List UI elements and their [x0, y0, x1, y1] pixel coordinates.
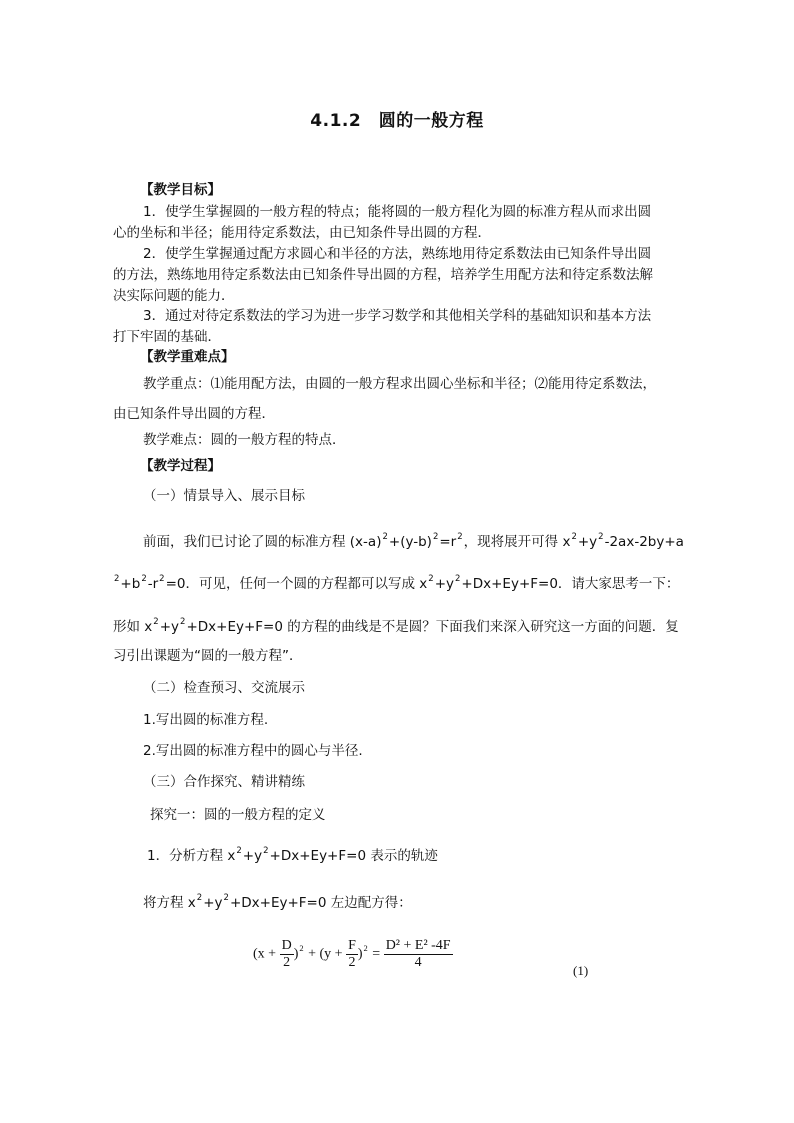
intro-line-1: 前面，我们已讨论了圆的标准方程 $(x-a)^2+(y-b)^2=r^2$，现将展开可得 $x^2+y^2-2ax-2by+a$ — [143, 532, 684, 550]
completed-square-formula: (x + $\frac{D}{2}$ )$^2$ + (y + $\frac{F}{2}$ )$^2$ = $\frac{\text{D² + E² -4F}}{4}$ — [253, 938, 451, 970]
section-2-heading: （二）检查预习、交流展示 — [143, 680, 305, 696]
goals-heading: 【教学目标】 — [140, 182, 221, 198]
goal-1-line-2: 心的坐标和半径；能用待定系数法，由已知条件导出圆的方程． — [113, 225, 491, 241]
intro-line-2: $^2+b^2-r^2=0$．可见，任何一个圆的方程都可以写成 $x^2+y^2+Dx+Ey+F=0$．请大家思考一下： — [114, 574, 680, 592]
goal-1-line-1: 1．使学生掌握圆的一般方程的特点；能将圆的一般方程化为圆的标准方程从而求出圆 — [143, 204, 652, 220]
review-item-2: 2.写出圆的标准方程中的圆心与半径. — [143, 743, 363, 759]
keys-heading: 【教学重难点】 — [140, 349, 235, 365]
intro-line-4: 习引出课题为“圆的一般方程”． — [113, 648, 303, 664]
analyze-line: 1．分析方程 $x^2+y^2+Dx+Ey+F=0$ 表示的轨迹 — [147, 846, 438, 864]
section-1-heading: （一）情景导入、展示目标 — [143, 488, 305, 504]
intro-line-3: 形如 $x^2+y^2+Dx+Ey+F=0$ 的方程的曲线是不是圆？下面我们来深入研究这一方面的问题．复 — [113, 617, 679, 635]
goal-3-line-2: 打下牢固的基础． — [113, 329, 221, 345]
explore-1-heading: 探究一：圆的一般方程的定义 — [150, 807, 326, 823]
key-point-line-1: 教学重点：⑴能用配方法，由圆的一般方程求出圆心坐标和半径；⑵能用待定系数法， — [143, 376, 656, 392]
process-heading: 【教学过程】 — [140, 458, 221, 474]
equation-number: (1) — [573, 963, 589, 978]
goal-2-line-2: 的方法，熟练地用待定系数法由已知条件导出圆的方程，培养学生用配方法和待定系数法解 — [113, 267, 653, 283]
goal-2-line-3: 决实际问题的能力． — [113, 288, 235, 304]
page-title: 4.1.2 圆的一般方程 — [310, 111, 484, 131]
difficulty-line: 教学难点：圆的一般方程的特点． — [143, 432, 346, 448]
complete-square-line: 将方程 $x^2+y^2+Dx+Ey+F=0$ 左边配方得： — [143, 893, 412, 911]
section-3-heading: （三）合作探究、精讲精练 — [143, 774, 305, 790]
key-point-line-2: 由已知条件导出圆的方程． — [113, 406, 275, 422]
goal-3-line-1: 3．通过对待定系数法的学习为进一步学习数学和其他相关学科的基础知识和基本方法 — [143, 308, 652, 324]
goal-2-line-1: 2．使学生掌握通过配方求圆心和半径的方法，熟练地用待定系数法由已知条件导出圆 — [143, 246, 652, 262]
review-item-1: 1.写出圆的标准方程. — [143, 712, 269, 728]
